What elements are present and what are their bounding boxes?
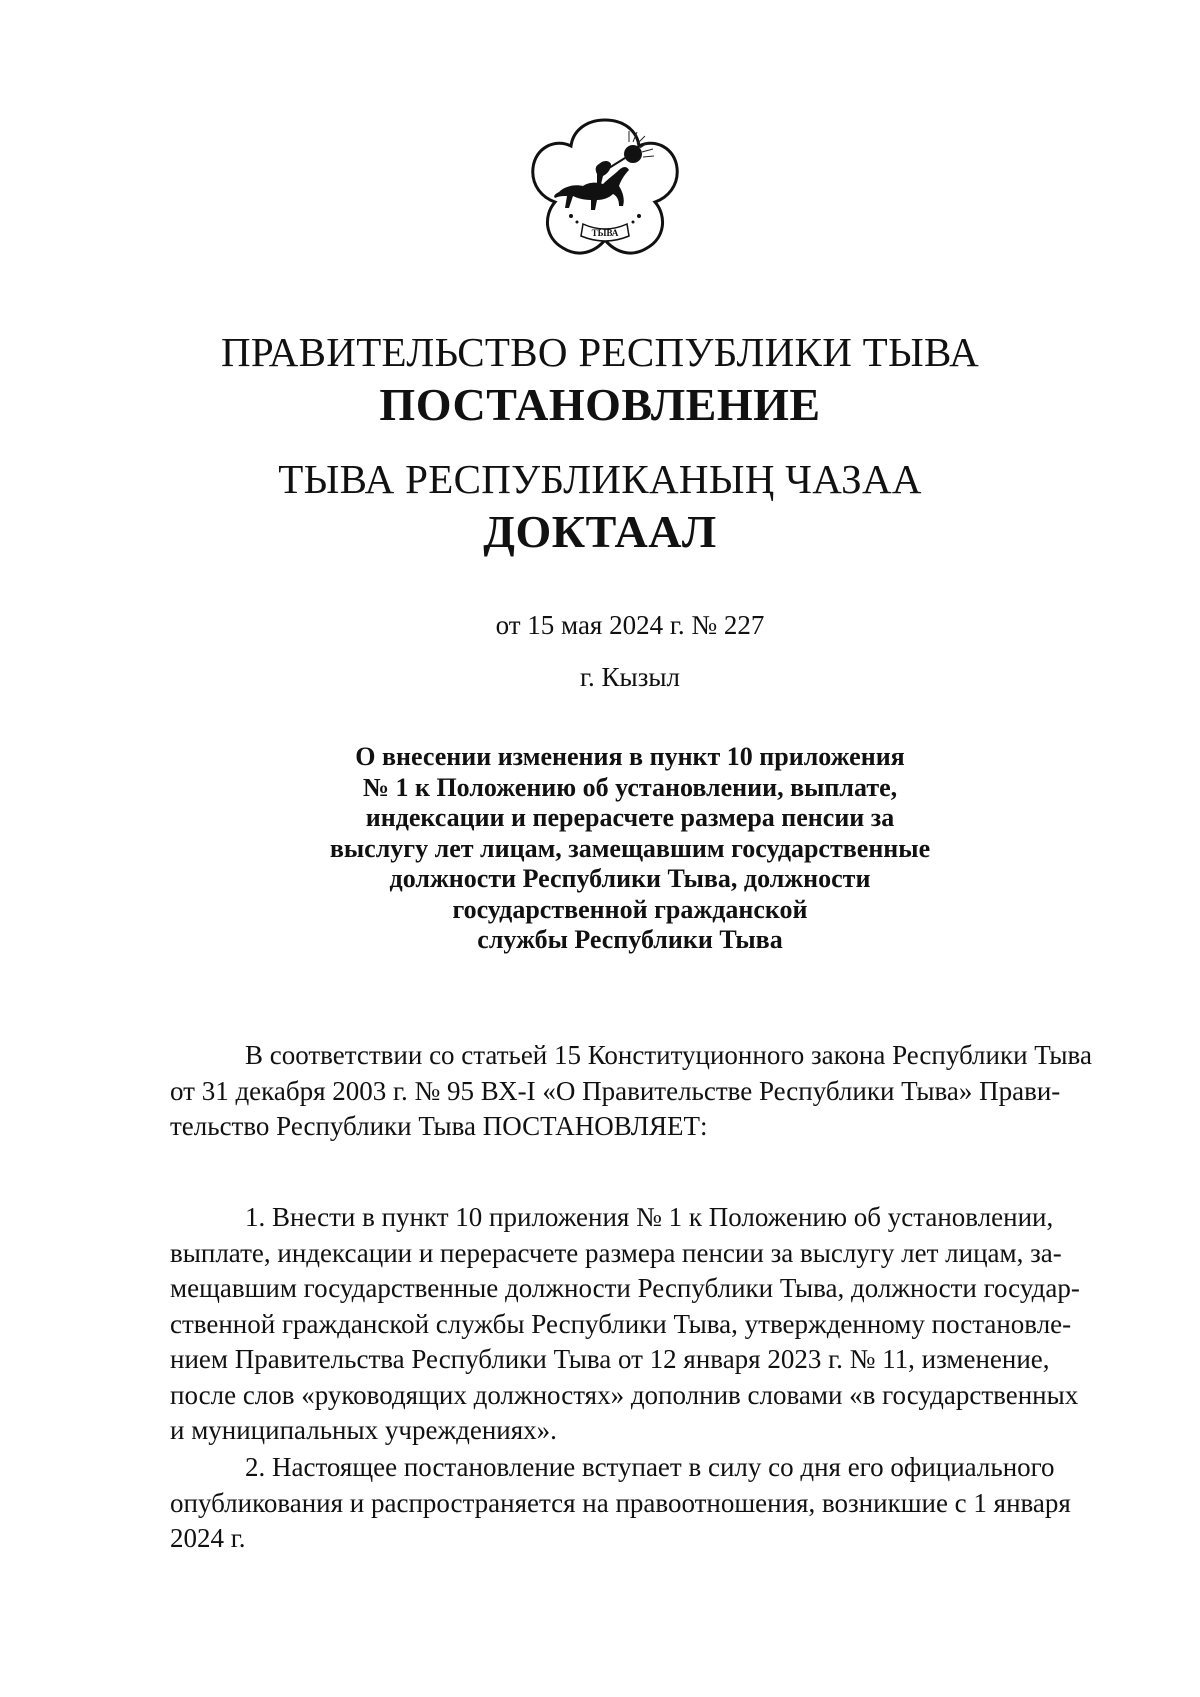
text-line: мещавшим государственные должности Республики Тыва, должности государ- [170, 1273, 1080, 1303]
item-1-paragraph [170, 1200, 1080, 1449]
text-line: тельство Республики Тыва ПОСТАНОВЛЯЕТ: [170, 1111, 708, 1141]
document-date-number: от 15 мая 2024 г. № 227 [495, 610, 765, 640]
text-line: от 31 декабря 2003 г. № 95 ВХ-I «О Правительстве Республики Тыва» Прави- [170, 1075, 1061, 1106]
text-line: после слов «руководящих должностях» дополнив словами «в государственных [170, 1379, 1079, 1410]
act-type-ru: ПОСТАНОВЛЕНИЕ [379, 379, 821, 430]
title-line: № 1 к Положению об установлении, выплате, [362, 772, 898, 802]
text-line: В соответствии со статьей 15 Конституционного закона Республики Тыва [245, 1040, 1092, 1070]
text-line: и муниципальных учреждениях». [170, 1415, 557, 1445]
act-type-tv: ДОКТААЛ [483, 506, 717, 557]
text-line: 1. Внести в пункт 10 приложения № 1 к Положению об установлении, [245, 1202, 1054, 1232]
text-line: нием Правительства Республики Тыва от 12 января 2023 г. № 11, изменение, [170, 1344, 1050, 1374]
government-name-ru: ПРАВИТЕЛЬСТВО РЕСПУБЛИКИ ТЫВА [220, 329, 980, 375]
title-line: должности Республики Тыва, должности [389, 864, 871, 893]
title-line: О внесении изменения в пункт 10 приложения [355, 742, 905, 771]
text-line: 2. Настоящее постановление вступает в силу со дня его официального [245, 1452, 1055, 1482]
title-line: государственной гражданской [452, 894, 808, 924]
text-line: опубликования и распространяется на правоотношения, возникшие с 1 января [170, 1487, 1071, 1518]
text-line: 2024 г. [170, 1523, 246, 1553]
item-2-paragraph [170, 1450, 1071, 1557]
text-line: выплате, индексации и перерасчете размера пенсии за выслугу лет лицам, за- [170, 1237, 1062, 1268]
coat-of-arms-emblem [525, 112, 685, 272]
document-title [250, 742, 1010, 956]
document-city: г. Кызыл [580, 662, 680, 692]
emblem-icon [525, 112, 685, 272]
government-name-tv: ТЫВА РЕСПУБЛИКАНЫҢ ЧАЗАА [278, 456, 922, 502]
title-line: выслугу лет лицам, замещавшим государственные [329, 833, 931, 863]
title-line: индексации и перерасчете размера пенсии за [365, 803, 895, 832]
emblem-motto: ТЫВА [591, 228, 619, 238]
title-line: службы Республики Тыва [477, 925, 783, 954]
preamble-paragraph [170, 1038, 1092, 1145]
text-line: ственной гражданской службы Республики Тыва, утвержденному постановле- [170, 1308, 1072, 1339]
